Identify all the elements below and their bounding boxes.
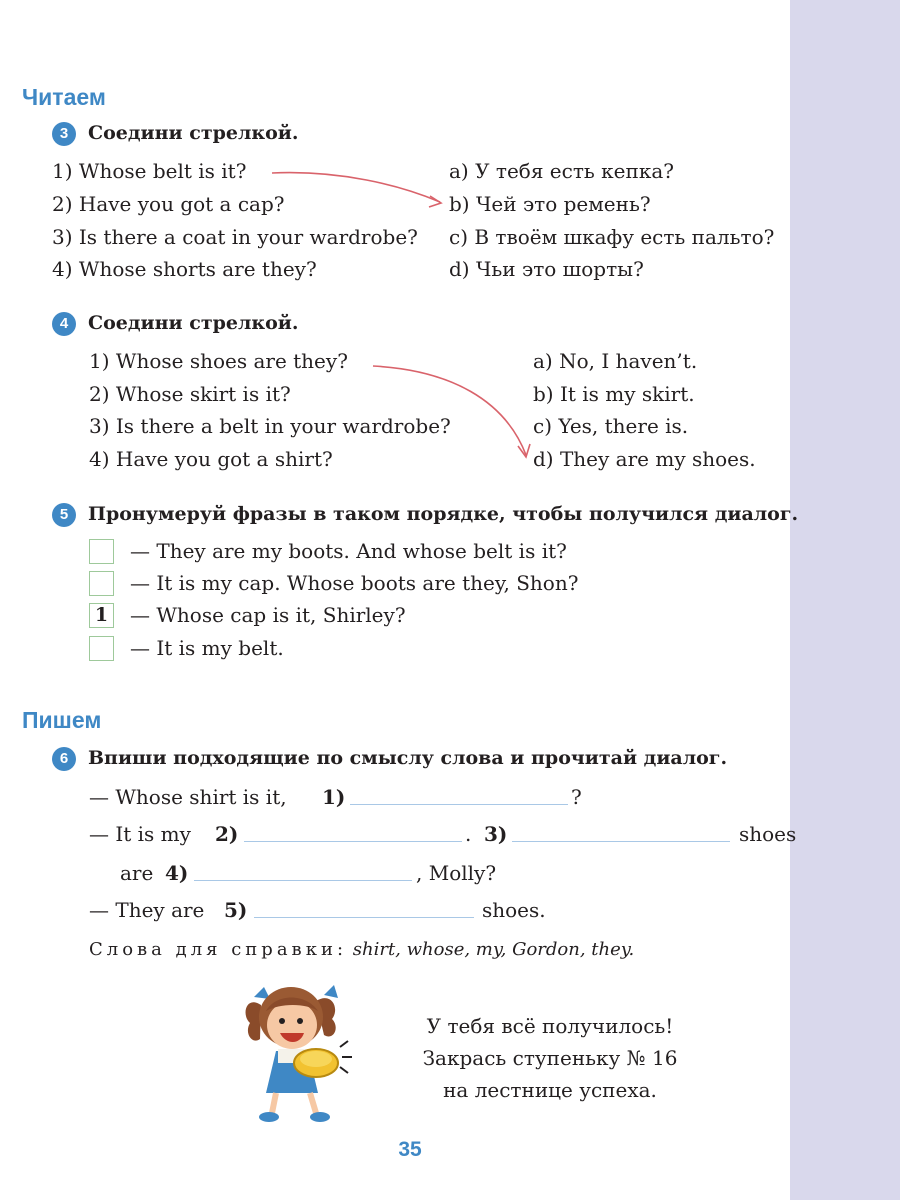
order-box-1[interactable] xyxy=(89,539,114,564)
ex3-arrow-head xyxy=(429,196,441,207)
ex4-right-item-d: d) They are my shoes. xyxy=(533,447,756,471)
dialog-line-1: — They are my boots. And whose belt is it? xyxy=(130,539,567,563)
page-number: 35 xyxy=(398,1138,422,1161)
ex4-arrow-head xyxy=(518,444,530,457)
word-hint-words: shirt, whose, my, Gordon, they. xyxy=(352,939,635,960)
fill-line-1-end: ? xyxy=(571,785,582,809)
order-box-2[interactable] xyxy=(89,571,114,596)
section-heading-reading: Читаем xyxy=(22,84,106,110)
order-box-3[interactable]: 1 xyxy=(89,603,114,628)
exercise-number-5: 5 xyxy=(52,503,76,527)
dialog-line-3: — Whose cap is it, Shirley? xyxy=(130,603,406,627)
praise-line-2: Закрась ступеньку № 16 xyxy=(422,1046,678,1070)
fill-line-1-text: — Whose shirt is it, xyxy=(89,785,287,809)
ex3-left-item-2: 2) Have you got a cap? xyxy=(52,192,285,216)
praise-message xyxy=(395,1010,705,1106)
blank-4[interactable] xyxy=(194,880,412,881)
exercise-5-instruction: Пронумеруй фразы в таком порядке, чтобы получился диалог. xyxy=(88,503,799,525)
fill-line-3-end: , Molly? xyxy=(416,861,497,885)
blank-1[interactable] xyxy=(350,804,568,805)
ex3-right-item-c: c) В твоём шкафу есть пальто? xyxy=(449,225,775,249)
fill-line-4-end: shoes. xyxy=(482,898,546,922)
girl-illustration xyxy=(236,975,376,1125)
blank-number-5: 5) xyxy=(224,898,248,922)
ex4-left-item-4: 4) Have you got a shirt? xyxy=(89,447,333,471)
blank-3[interactable] xyxy=(512,841,730,842)
ex4-example-arrow xyxy=(373,366,526,455)
ex3-left-item-1: 1) Whose belt is it? xyxy=(52,159,247,183)
ex4-right-item-b: b) It is my skirt. xyxy=(533,382,695,406)
ex3-right-item-b: b) Чей это ремень? xyxy=(449,192,651,216)
exercise-number-4: 4 xyxy=(52,312,76,336)
word-hint-label: Слова для справки: xyxy=(89,939,348,960)
exercise-4-instruction: Соедини стрелкой. xyxy=(88,312,299,334)
blank-5[interactable] xyxy=(254,917,474,918)
exercise-number-6: 6 xyxy=(52,747,76,771)
ex3-right-item-a: a) У тебя есть кепка? xyxy=(449,159,674,183)
ex4-left-item-1: 1) Whose shoes are they? xyxy=(89,349,348,373)
fill-line-3-start: are xyxy=(120,861,154,885)
praise-line-3: на лестнице успеха. xyxy=(443,1078,657,1102)
dialog-line-2: — It is my cap. Whose boots are they, Shon? xyxy=(130,571,579,595)
blank-number-2: 2) xyxy=(215,822,239,846)
word-hint xyxy=(89,938,634,962)
fill-line-2-dot: . xyxy=(465,822,472,846)
ex4-right-item-c: c) Yes, there is. xyxy=(533,414,689,438)
exercise-3-instruction: Соедини стрелкой. xyxy=(88,122,299,144)
ex3-left-item-4: 4) Whose shorts are they? xyxy=(52,257,317,281)
blank-number-1: 1) xyxy=(322,785,346,809)
fill-line-2-end: shoes xyxy=(739,822,797,846)
section-heading-writing: Пишем xyxy=(22,707,102,733)
ex4-right-item-a: a) No, I haven’t. xyxy=(533,349,698,373)
side-band xyxy=(790,0,900,1200)
praise-line-1: У тебя всё получилось! xyxy=(426,1014,674,1038)
fill-line-2-text: — It is my xyxy=(89,822,191,846)
blank-number-4: 4) xyxy=(165,861,189,885)
ex3-left-item-3: 3) Is there a coat in your wardrobe? xyxy=(52,225,418,249)
blank-2[interactable] xyxy=(244,841,462,842)
blank-number-3: 3) xyxy=(484,822,508,846)
ex3-example-arrow xyxy=(272,173,440,202)
ex4-left-item-3: 3) Is there a belt in your wardrobe? xyxy=(89,414,451,438)
exercise-number-3: 3 xyxy=(52,122,76,146)
ex3-right-item-d: d) Чьи это шорты? xyxy=(449,257,644,281)
exercise-6-instruction: Впиши подходящие по смыслу слова и прочитай диалог. xyxy=(88,747,728,769)
ex4-left-item-2: 2) Whose skirt is it? xyxy=(89,382,291,406)
fill-line-4-text: — They are xyxy=(89,898,205,922)
dialog-line-4: — It is my belt. xyxy=(130,636,284,660)
order-box-4[interactable] xyxy=(89,636,114,661)
